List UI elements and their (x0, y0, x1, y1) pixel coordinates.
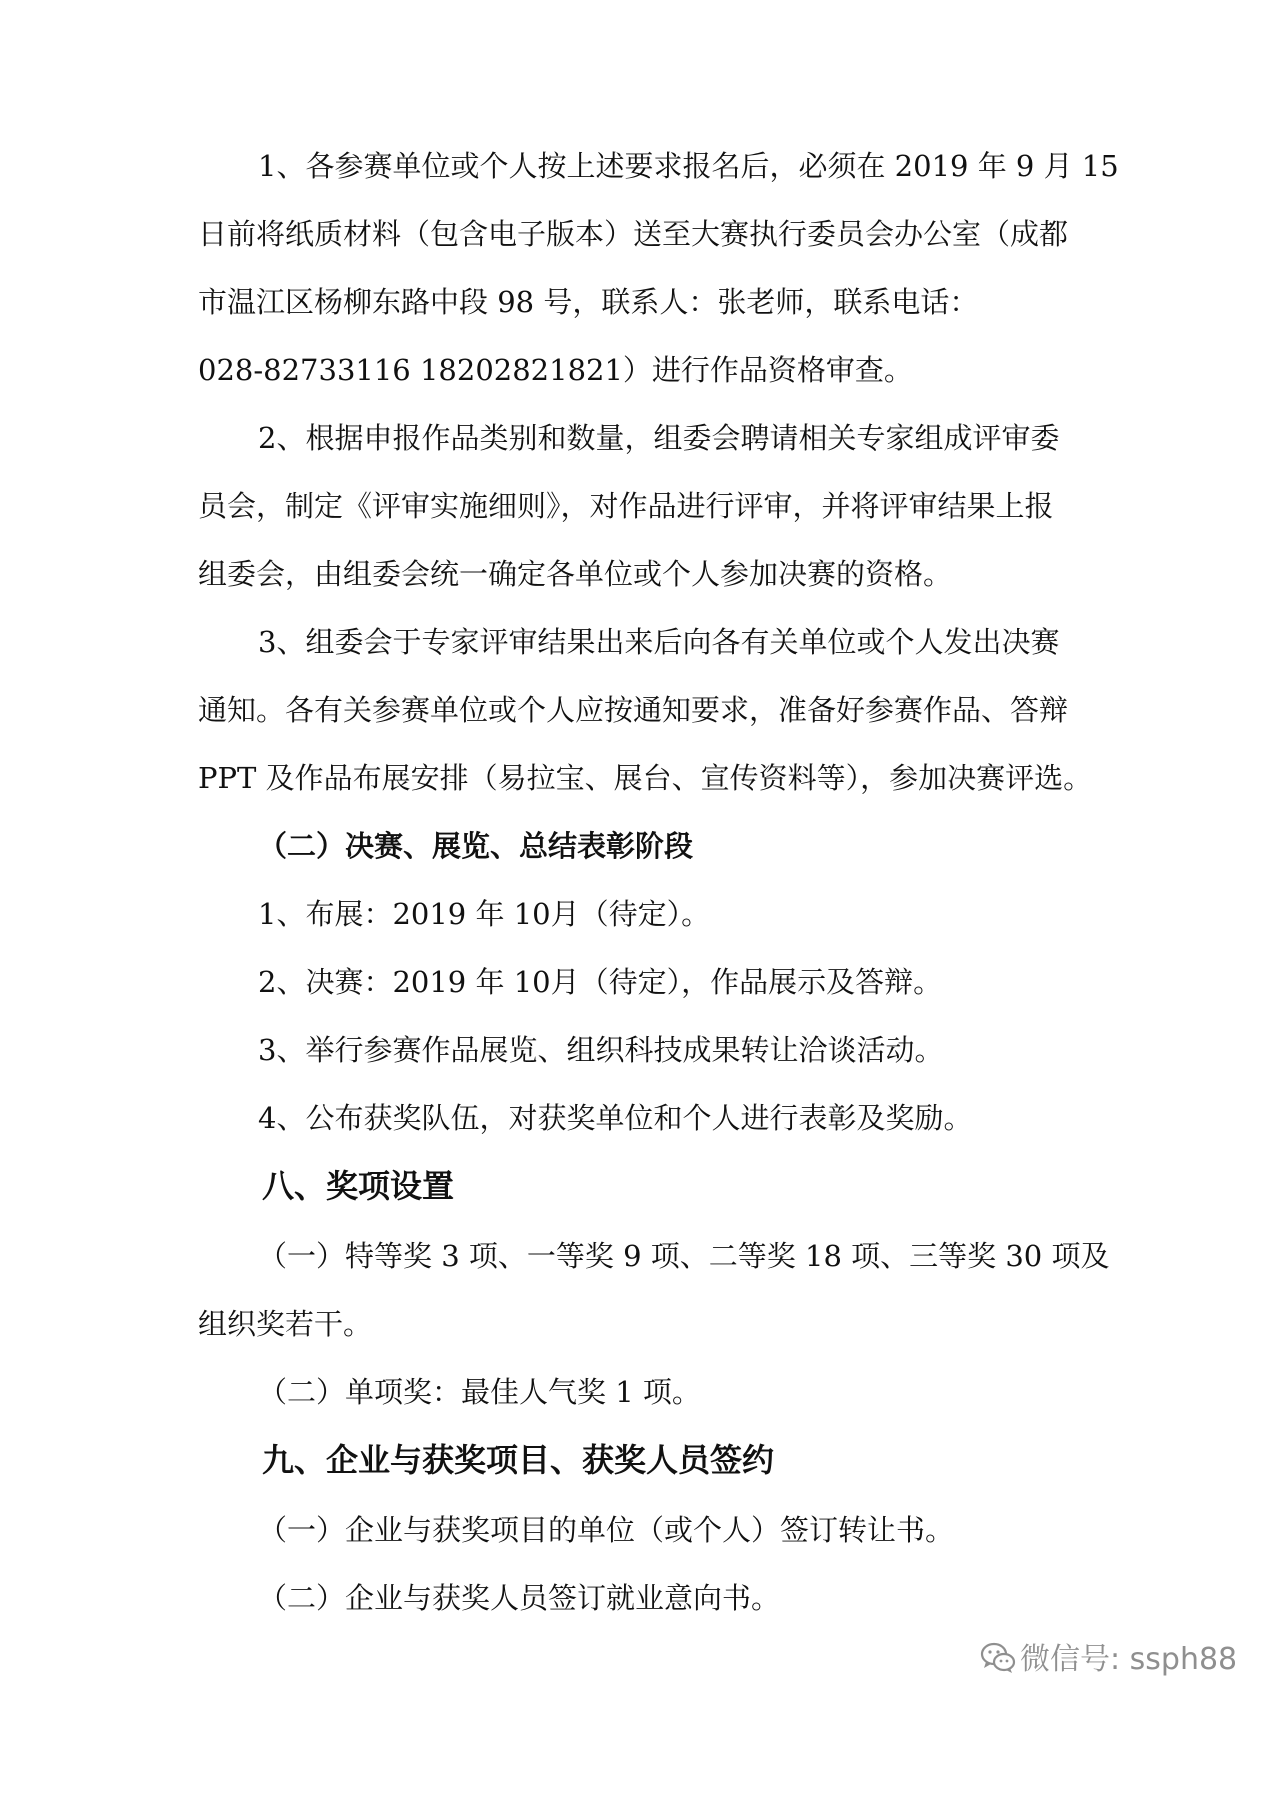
sign-2: （二）企业与获奖人员签订就业意向书。 (258, 1581, 781, 1615)
para-7-1-3: 市温江区杨柳东路中段 98 号，联系人：张老师，联系电话： (198, 285, 979, 319)
heading-section-8: 八、奖项设置 (262, 1167, 455, 1205)
para-7-3-2: 通知。各有关参赛单位或个人应按通知要求，准备好参赛作品、答辩 (198, 693, 1069, 727)
para-7-2-2: 员会，制定《评审实施细则》，对作品进行评审，并将评审结果上报 (198, 489, 1054, 523)
award-2: （二）单项奖：最佳人气奖 1 项。 (258, 1375, 701, 1409)
watermark (980, 1638, 1250, 1686)
item-layout: 1、布展：2019 年 10月（待定）。 (258, 897, 711, 931)
para-7-1-4: 028-82733116 18202821821）进行作品资格审查。 (198, 353, 913, 387)
para-7-3-1: 3、组委会于专家评审结果出来后向各有关单位或个人发出决赛 (258, 625, 1060, 659)
heading-section-9: 九、企业与获奖项目、获奖人员签约 (262, 1441, 775, 1479)
item-awards-announce: 4、公布获奖队伍，对获奖单位和个人进行表彰及奖励。 (258, 1101, 973, 1135)
para-7-1-2: 日前将纸质材料（包含电子版本）送至大赛执行委员会办公室（成都 (198, 217, 1069, 251)
item-final: 2、决赛：2019 年 10月（待定），作品展示及答辩。 (258, 965, 943, 999)
award-1-line-1: （一）特等奖 3 项、一等奖 9 项、二等奖 18 项、三等奖 30 项及 (258, 1239, 1110, 1273)
subheading-final-stage: （二）决赛、展览、总结表彰阶段 (258, 829, 694, 863)
para-7-1-1: 1、各参赛单位或个人按上述要求报名后，必须在 2019 年 9 月 15 (258, 149, 1119, 183)
item-exhibition: 3、举行参赛作品展览、组织科技成果转让洽谈活动。 (258, 1033, 944, 1067)
para-7-3-3: PPT 及作品布展安排（易拉宝、展台、宣传资料等），参加决赛评选。 (198, 761, 1093, 795)
para-7-2-3: 组委会，由组委会统一确定各单位或个人参加决赛的资格。 (198, 557, 953, 591)
award-1-line-2: 组织奖若干。 (198, 1307, 373, 1341)
sign-1: （一）企业与获奖项目的单位（或个人）签订转让书。 (258, 1513, 955, 1547)
watermark-text: 微信号: ssph88 (1020, 1642, 1238, 1677)
wechat-icon (980, 1641, 1016, 1675)
para-7-2-1: 2、根据申报作品类别和数量，组委会聘请相关专家组成评审委 (258, 421, 1060, 455)
